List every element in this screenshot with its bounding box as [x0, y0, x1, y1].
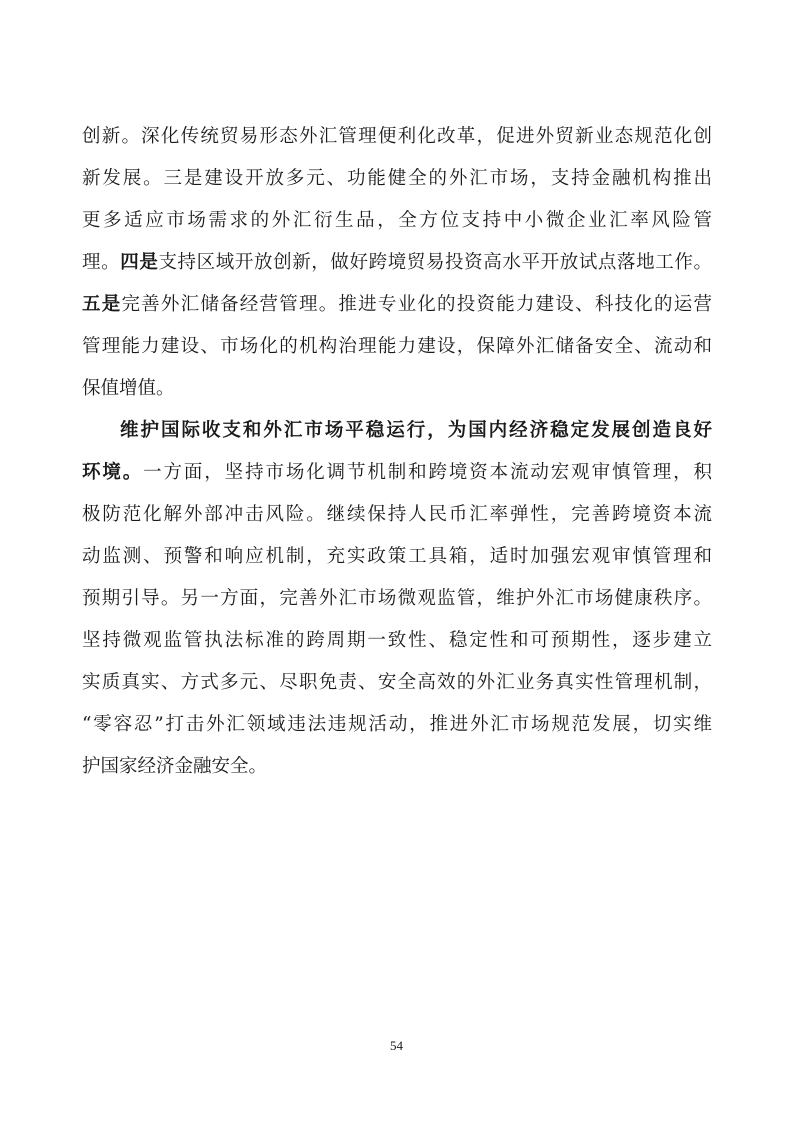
- para2-line-8: “零容忍”打击外汇领域违法违规活动，推进外汇市场规范发展，切实维: [82, 714, 712, 735]
- para2-line-1: 维护国际收支和外汇市场平稳运行，为国内经济稳定发展创造良好: [120, 420, 712, 441]
- para1-line-4: [82, 243, 712, 283]
- para1-line-1: 创新。深化传统贸易形态外汇管理便利化改革，促进外贸新业态规范化创: [82, 126, 712, 147]
- para2-line-2-text: 一方面，坚持市场化调节机制和跨境资本流动宏观审慎管理，积: [143, 462, 712, 483]
- para2-line-3: 极防范化解外部冲击风险。继续保持人民币汇率弹性，完善跨境资本流: [82, 504, 712, 525]
- para1-line-4-text-b: 支持区域开放创新，做好跨境贸易投资高水平开放试点落地工作。: [158, 252, 712, 273]
- para2-line-5: 预期引导。另一方面，完善外汇市场微观监管，维护外汇市场健康秩序。: [82, 588, 712, 609]
- para2-line-4: 动监测、预警和响应机制，充实政策工具箱，适时加强宏观审慎管理和: [82, 546, 712, 567]
- para1-line-3: 更多适应市场需求的外汇衍生品，全方位支持中小微企业汇率风险管: [82, 210, 712, 231]
- para1-line-5-text: 完善外汇储备经营管理。推进专业化的投资能力建设、科技化的运营: [121, 294, 712, 315]
- para2-line-9: 护国家经济金融安全。: [82, 756, 268, 777]
- para2-line-6: 坚持微观监管执法标准的跨周期一致性、稳定性和可预期性，逐步建立: [82, 630, 712, 651]
- para1-line-5-bold: 五是: [82, 294, 122, 315]
- page-number: 54: [390, 1038, 403, 1053]
- para2-line-2: [82, 453, 712, 493]
- para1-line-5: [82, 285, 712, 325]
- para1-line-7: 保值增值。: [82, 378, 175, 399]
- para1-line-2: 新发展。三是建设开放多元、功能健全的外汇市场，支持金融机构推出: [82, 168, 712, 189]
- para1-line-4-bold: 四是: [120, 252, 159, 273]
- para2-line-2-bold: 环境。: [82, 462, 144, 483]
- para2-line-7: 实质真实、方式多元、尽职免责、安全高效的外汇业务真实性管理机制，: [82, 672, 712, 693]
- para1-line-6: 管理能力建设、市场化的机构治理能力建设，保障外汇储备安全、流动和: [82, 336, 712, 357]
- para1-line-4-text-a: 理。: [82, 252, 121, 273]
